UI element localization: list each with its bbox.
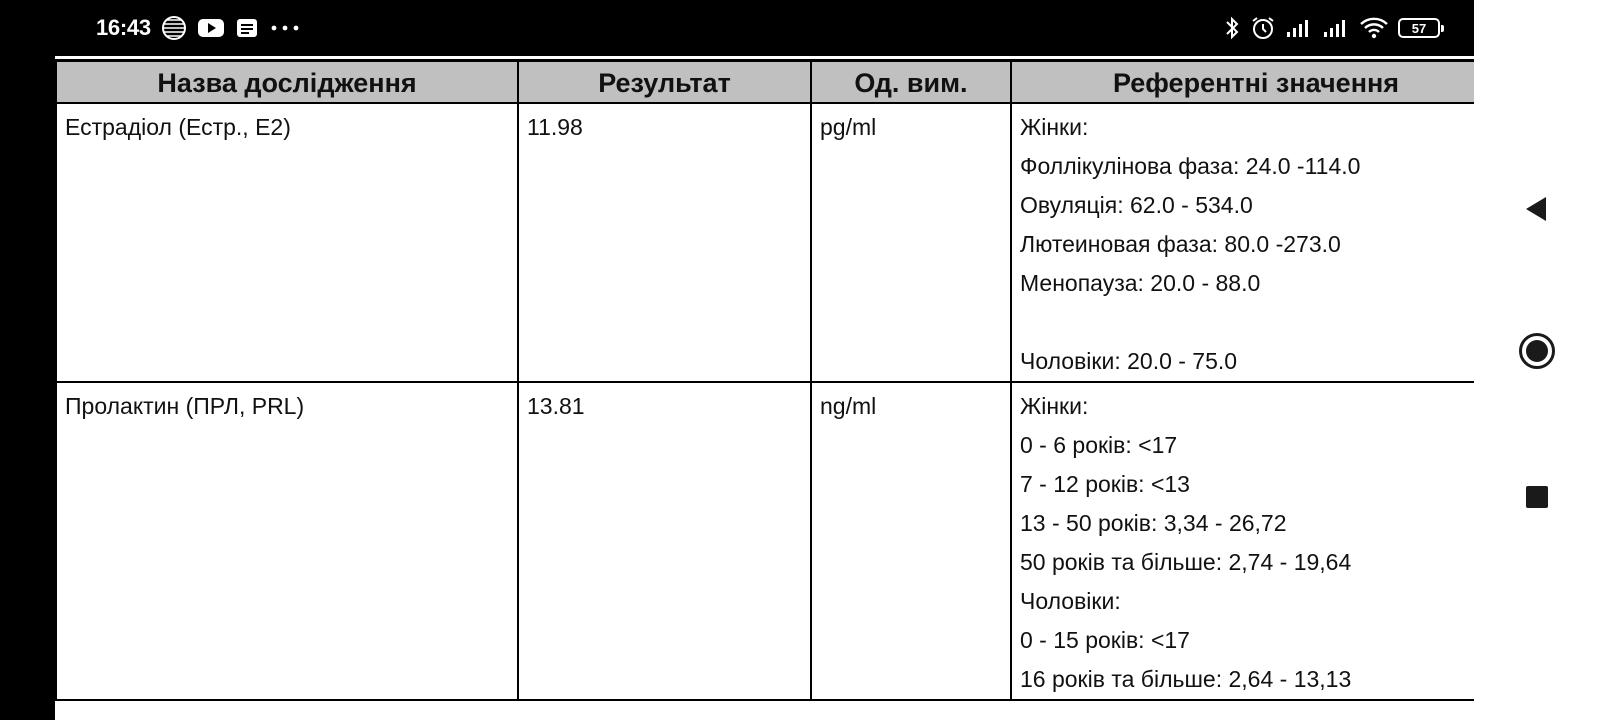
unit-cell: ng/ml xyxy=(811,382,1011,700)
header-unit: Од. вим. xyxy=(811,61,1011,103)
test-name-cell: Пролактин (ПРЛ, PRL) xyxy=(56,382,518,700)
reference-line: Овуляція: 62.0 - 534.0 xyxy=(1020,192,1253,218)
youtube-icon xyxy=(197,17,225,39)
reference-line: Чоловіки: 20.0 - 75.0 xyxy=(1020,348,1238,374)
signal-icon xyxy=(1322,17,1350,39)
header-test-name: Назва дослідження xyxy=(56,61,518,103)
reference-line: 0 - 6 років: <17 xyxy=(1020,432,1178,458)
reference-line: Менопауза: 20.0 - 88.0 xyxy=(1020,270,1261,296)
reference-line: Жінки: xyxy=(1020,393,1089,419)
table-header-row xyxy=(56,61,1474,103)
result-cell: 13.81 xyxy=(518,382,811,700)
reference-line: 0 - 15 років: <17 xyxy=(1020,627,1190,653)
header-result: Результат xyxy=(518,61,811,103)
message-icon xyxy=(235,17,259,39)
globe-icon xyxy=(161,15,187,41)
reference-line: 7 - 12 років: <13 xyxy=(1020,471,1190,497)
unit-cell: pg/ml xyxy=(811,103,1011,382)
wifi-icon xyxy=(1359,16,1389,40)
reference-line: Чоловіки: xyxy=(1020,588,1121,614)
test-name-cell: Естрадіол (Естр., Е2) xyxy=(56,103,518,382)
more-icon xyxy=(269,23,301,33)
status-left xyxy=(96,0,301,56)
status-right xyxy=(1223,0,1440,56)
recents-icon xyxy=(1524,484,1550,515)
reference-line: Фоллікулінова фаза: 24.0 -114.0 xyxy=(1020,153,1361,179)
result-cell: 11.98 xyxy=(518,103,811,382)
home-button[interactable] xyxy=(1512,328,1562,378)
back-icon xyxy=(1522,194,1552,229)
results-page xyxy=(55,56,1474,720)
status-time: 16:43 xyxy=(96,15,151,40)
back-button[interactable] xyxy=(1512,186,1562,236)
status-bar xyxy=(55,0,1474,56)
battery-indicator: 57 xyxy=(1398,18,1440,38)
reference-line: 50 років та більше: 2,74 - 19,64 xyxy=(1020,549,1352,575)
reference-line: 16 років та більше: 2,64 - 13,13 xyxy=(1020,666,1352,692)
reference-cell xyxy=(1011,103,1474,382)
navigation-bar xyxy=(1474,0,1600,720)
reference-line-blank xyxy=(1020,303,1474,342)
bluetooth-icon xyxy=(1223,15,1241,41)
reference-line: 13 - 50 років: 3,34 - 26,72 xyxy=(1020,510,1287,536)
reference-line: Лютеиновая фаза: 80.0 -273.0 xyxy=(1020,231,1341,257)
header-reference: Референтні значення xyxy=(1011,61,1474,103)
reference-line: Жінки: xyxy=(1020,114,1089,140)
recents-button[interactable] xyxy=(1512,474,1562,524)
results-table xyxy=(55,60,1474,701)
table-row xyxy=(56,382,1474,700)
signal-icon xyxy=(1285,17,1313,39)
alarm-icon xyxy=(1250,15,1276,41)
reference-cell xyxy=(1011,382,1474,700)
table-row xyxy=(56,103,1474,382)
home-icon xyxy=(1517,331,1557,376)
